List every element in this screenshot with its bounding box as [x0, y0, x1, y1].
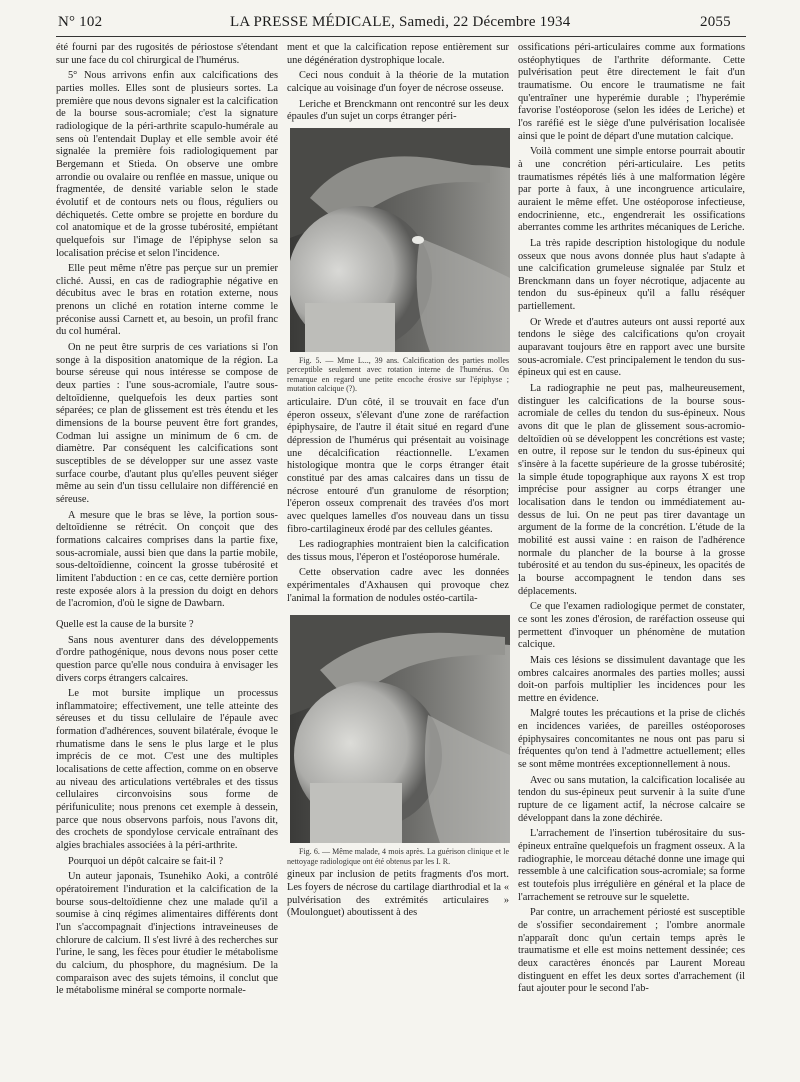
header-rule	[56, 36, 746, 37]
figure-6-radiograph	[290, 615, 510, 843]
paragraph: articulaire. D'un côté, il se trouvait en face d'un éperon osseux, s'élevant d'une zone de raréfaction épiphysaire, de l'autre il était situé en regard d'une dépression de l'humérus qui présentait au voisinage une décalcification réactionnelle. L'examen histologique montra que le corps étranger était constitué par des amas calcaires dans un tissu de nécrose entouré d'un granulome de résorption; l'éperon osseux comprenait des travées d'os mort avec quelques lamelles d'os nouveau dans un tissu fibro-cartilagineux érodé par des cellules géantes.	[287, 396, 509, 535]
paragraph: La radiographie ne peut pas, malheureusement, distinguer les calcifications de la bourse sous-acromiale de celles du tendon du sus-épineux. Nous avons dit que le plan de glissement sous-acromio-deltoïdien où se développent les concrétions est vaste; en outre, il repose sur le tendon du sus-épineux qui s'insère à la facette supérieure de la grosse tubérosité; la simple étude topographique aux rayons X est trop imprécise pour assigner au corps étranger une localisation dans le tendon ou immédiatement au-dessus de lui. On ne peut pas tirer davantage un argument de la forme de la concrétion. L'étude de la mobilité est aussi vaine : en raison de l'adhérence normale du plancher de la bourse à la grosse tubérosité et au tendon du sus-épineux, les opacités de la bourse accompagnent le tendon dans ses déplacements.	[518, 383, 745, 597]
paragraph: Or Wrede et d'autres auteurs ont aussi reporté aux tendons le siège des calcifications qu'on croyait auparavant toujours être en rapport avec une bursite sous-acromiale. C'est principalement le tendon du sus-épineux qui est en cause.	[518, 316, 745, 379]
column-2	[287, 42, 509, 923]
section-question: Pourquoi un dépôt calcaire se fait-il ?	[68, 855, 224, 867]
paragraph: On ne peut être surpris de ces variations si l'on songe à la disposition anatomique de la région. La bourse séreuse qui nous intéresse se compose de deux parties : l'une sous-acromiale, l'autre sous-deltoïdienne, quelquefois les deux parties sont séparées; ce plan de glissement est très étendu et les dimensions de la bourse peuvent être fort grandes, Codman lui assigne un minimum de 6 cm. de diamètre. Par conséquent les calcifications sont susceptibles de se développer sur une assez vaste surface courbe, d'autant plus qu'elles peuvent siéger même au sein d'un tissu cellulaire non différencié en séreuse.	[56, 342, 278, 505]
figure-5-caption: Fig. 5. — Mme L..., 39 ans. Calcification des parties molles perceptible seulement avec rotation interne de l'humérus. On remarque en regard une petite encoche érosive sur l'épiphyse ; mutation calcique (?).	[287, 355, 509, 394]
paragraph: ment et que la calcification repose entièrement sur une dégénération dystrophique locale.	[287, 42, 509, 66]
section-question: Quelle est la cause de la bursite ?	[56, 618, 194, 630]
paragraph: ossifications péri-articulaires comme aux formations ostéophytiques de l'arthrite déformante. Cette pulvérisation peut être directement le fait d'un traumatisme. Ou encore le traumatisme ne fait qu'entraîner une hyperémie durable ; l'hyperémie favorise l'ostéoporose (selon les idées de Leriche) et l'os raréfié est le siège d'une pulvérisation localisée ainsi que le point de départ d'une mutation calcique.	[518, 42, 745, 142]
paragraph: A mesure que le bras se lève, la portion sous-deltoïdienne se rétrécit. On conçoit que des formations calcaires comprises dans la partie fixe, sous-acromiale, aussi bien que dans la partie mobile, sous-deltoïdienne, coincent la grosse tubérosité et limitent l'abduction : en ce cas, cette dernière portion reste exposée alors à la pression du doigt en dehors de l'acromion, d'où le signe de Dawbarn.	[56, 509, 278, 610]
paragraph: Leriche et Brenckmann ont rencontré sur les deux épaules d'un sujet un corps étranger péri-	[287, 98, 509, 123]
paragraph: Le mot bursite implique un processus inflammatoire; effectivement, une telle atteinte des séreuses et du tissu cellulaire de l'épaule avec formation d'adhérences, souvent bilatérale, évoque le rhumatisme dans le sens le plus large et le plus imprécis de ce mot. C'est une des multiples localisations de cette affection, comme on en observe au niveau des articulations vertébrales et des tissus cellulaires circonvoisins sous forme de périfuniculite; nous prenons cet exemple à dessein, parce que nous observons parfois, nous l'avons dit, des crochets de spondylose cervicale entraînant des algies brachiales associées à la péri-arthrite.	[56, 688, 278, 852]
paragraph: Les radiographies montraient bien la calcification des tissus mous, l'éperon et l'ostéoporose humérale.	[287, 539, 509, 563]
paragraph: Mais ces lésions se dissimulent davantage que les ombres calcaires anormales des parties molles; aussi doit-on parfois multiplier les incidences pour les mettre en évidence.	[518, 654, 745, 704]
issue-number: N° 102	[58, 14, 103, 30]
figure-5-radiograph	[290, 128, 510, 352]
paragraph: Elle peut même n'être pas perçue sur un premier cliché. Aussi, en cas de radiographie négative en décubitus avec le bras en rotation externe, nous prenons un cliché en rotation interne comme le préconise aussi Carnett et, au besoin, un profil franc du col huméral.	[56, 263, 278, 338]
column-3	[518, 42, 745, 999]
page-number: 2055	[700, 14, 731, 30]
paragraph: 5° Nous arrivons enfin aux calcifications des parties molles. Elles sont de plusieurs sortes. La première que nous devons signaler est la calcification de la bourse sous-acromiale; c'est la signature radiologique de la péri-arthrite scapulo-humérale au sens où l'entendait Duplay et elle semble avoir été signalée la première fois radiologiquement par Bergemann et Stieda. On observe une ombre arrondie ou ovalaire ou renflée en massue, unique ou fragmentée, de densité variable selon le stade évolutif et de contours nets ou flous, réguliers ou déchiquetés. Cette ombre se projette en bordure du col anatomique et de la grosse tubérosité, empiétant quelquefois sur l'image de l'épiphyse selon sa localisation précise et selon l'incidence.	[56, 70, 278, 259]
paragraph: Voilà comment une simple entorse pourrait aboutir à une concrétion péri-articulaire. Les petits traumatismes répétés liés à une malformation légère par porte à faux, à une incongruence articulaire, auraient le même effet. Une ostéoporose infectieuse, endocrinienne, etc., engendrerait les ossifications aberrantes comme les arthrites mécaniques de Leriche.	[518, 146, 745, 234]
paragraph: Un auteur japonais, Tsunehiko Aoki, a contrôlé opératoirement l'induration et la calcification de la bourse sous-deltoïdienne chez une malade qu'il a soumise à cinq régimes alimentaires différents dont l'un s'accompagnait d'injections intraveineuses de chlorure de calcium. Il s'est livré à des recherches sur l'urine, le sang, les fèces pour étudier le métabolisme du calcium, du phosphore, du magnésium. De la comparaison avec des sujets témoins, il conclut que le métabolisme minéral se comporte normale-	[56, 871, 278, 997]
paragraph: La très rapide description histologique du nodule osseux que nous avons donnée plus haut s'adapte à une calcification grumeleuse signalée par Stulz et Brenckmann dans un foyer nécrotique, adjacente au tendon du sus-épineux qu'il a fallu réséquer partiellement.	[518, 237, 745, 313]
paragraph: Malgré toutes les précautions et la prise de clichés en incidences variées, de pareilles ostéoporoses épiphysaires concomitantes ne nous ont pas paru si fréquentes qu'on tend à l'admettre actuellement; elles se sont même montrées exceptionnellement à nous.	[518, 708, 745, 771]
paragraph: Ceci nous conduit à la théorie de la mutation calcique au voisinage d'un foyer de nécrose osseuse.	[287, 70, 509, 94]
column-1	[56, 42, 278, 1001]
paragraph: Avec ou sans mutation, la calcification localisée au tendon du sus-épineux peut survenir à la suite d'une rupture de ce ligament actif, la nécrose calcaire se développant dans la zone déchirée.	[518, 774, 745, 824]
paragraph: Par contre, un arrachement périosté est susceptible de s'ossifier secondairement ; l'ombre anormale n'apparaît donc qu'un certain temps après le traumatisme et elle est moins nettement dessinée; ces deux caractères énoncés par Laurent Moreau distinguent en effet les deux sortes d'arrachement (il faut ajouter pour le second l'ab-	[518, 907, 745, 995]
figure-6-caption: Fig. 6. — Même malade, 4 mois après. La guérison clinique et le nettoyage radiologique ont été obtenus par les I. R.	[287, 847, 509, 866]
page-header	[0, 14, 800, 36]
paragraph: gineux par inclusion de petits fragments d'os mort. Les foyers de nécrose du cartilage diarthrodial et la « pulvérisation des extrémités articulaires » (Moulonguet) aboutissent à des	[287, 869, 509, 919]
shoulder-xray-image	[290, 128, 510, 352]
paragraph: Cette observation cadre avec les données expérimentales d'Axhausen qui provoque chez l'animal la formation de nodules ostéo-cartila-	[287, 567, 509, 604]
shoulder-xray-image	[290, 615, 510, 843]
journal-title-date: LA PRESSE MÉDICALE, Samedi, 22 Décembre 1934	[230, 14, 571, 30]
paragraph: Sans nous aventurer dans des développements d'ordre pathogénique, nous devons nous poser cette question parce qu'elle nous conduira à envisager les divers corps étrangers calcaires.	[56, 634, 278, 684]
paragraph: été fourni par des rugosités de périostose s'étendant sur une face du col chirurgical de l'humérus.	[56, 42, 278, 66]
paragraph: L'arrachement de l'insertion tubérositaire du sus-épineux entraîne quelquefois un fragment osseux. A la radiographie, le morceau détaché donne une image qui ressemble à une calcification sous-acromiale; sa forme est toutefois plus irrégulière en général et la place de l'arrachement se retrouve sur le squelette.	[518, 828, 745, 903]
paragraph: Ce que l'examen radiologique permet de constater, ce sont les zones d'érosion, de raréfaction osseuse qui permettent d'invoquer un phénomène de mutation calcique.	[518, 601, 745, 651]
